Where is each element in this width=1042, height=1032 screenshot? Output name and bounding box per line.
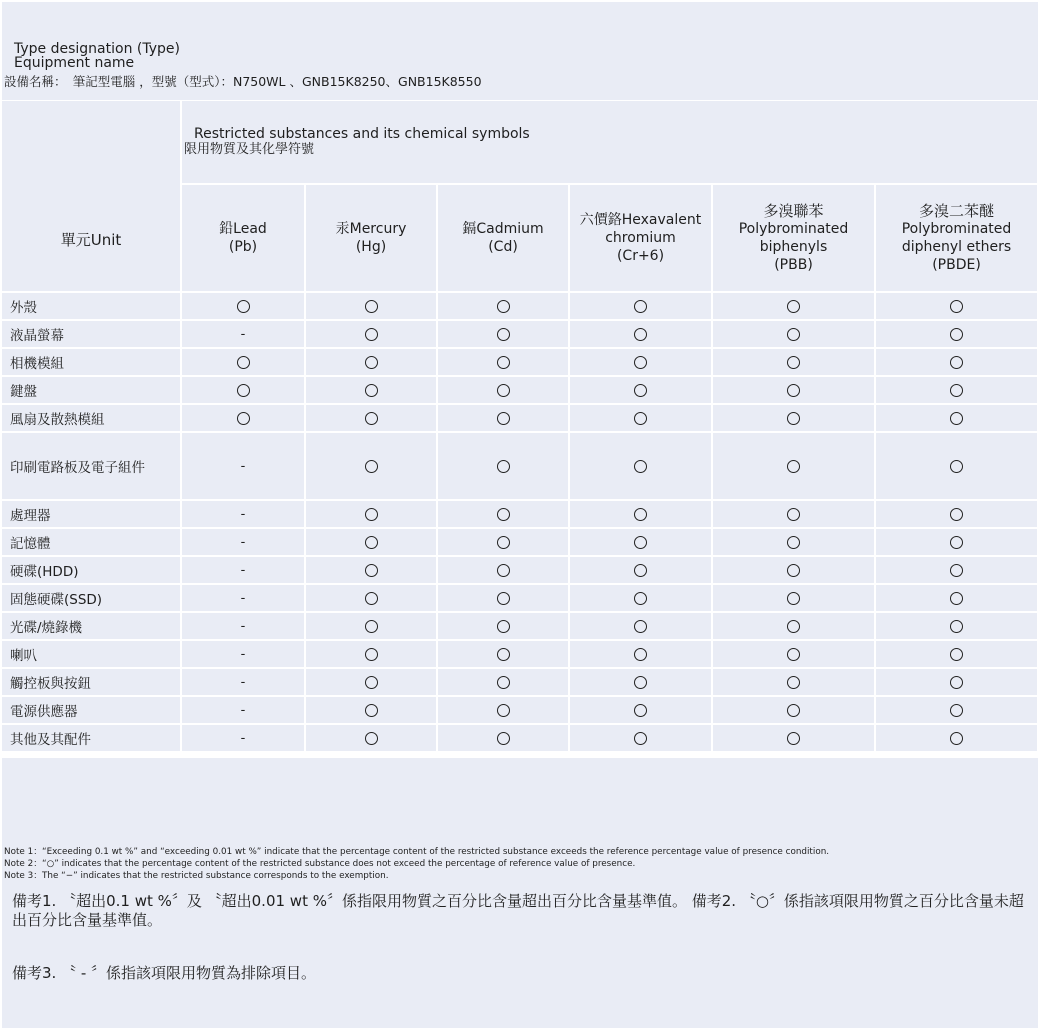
compliant-circle-icon (497, 732, 510, 745)
column-header-line: (Cd) (488, 239, 518, 255)
compliant-circle-cell (876, 321, 1037, 347)
exemption-dash-cell (182, 433, 304, 499)
column-header-line: (PBDE) (932, 257, 981, 273)
compliant-circle-icon (237, 356, 250, 369)
compliant-circle-icon (497, 564, 510, 577)
row-label: 外殼 (2, 293, 180, 319)
compliant-circle-cell (306, 669, 436, 695)
compliant-circle-icon (497, 536, 510, 549)
compliant-circle-cell (713, 377, 874, 403)
compliant-circle-icon (634, 536, 647, 549)
column-header-pbb (713, 185, 874, 291)
compliant-circle-cell (570, 641, 711, 667)
compliant-circle-icon (950, 592, 963, 605)
compliant-circle-icon (950, 676, 963, 689)
compliant-circle-icon (497, 508, 510, 521)
compliant-circle-cell (876, 641, 1037, 667)
row-label: 喇叭 (2, 641, 180, 667)
compliant-circle-icon (365, 648, 378, 661)
compliant-circle-cell (713, 349, 874, 375)
exemption-dash-cell (182, 669, 304, 695)
compliant-circle-icon (365, 328, 378, 341)
compliant-circle-cell (570, 377, 711, 403)
column-header-line: Polybrominated (738, 221, 849, 237)
row-label: 印刷電路板及電子組件 (2, 433, 180, 499)
exemption-dash-cell (182, 501, 304, 527)
compliant-circle-icon (950, 300, 963, 313)
compliant-circle-cell (876, 293, 1037, 319)
exemption-dash-cell (182, 529, 304, 555)
compliant-circle-cell (182, 349, 304, 375)
compliant-circle-cell (876, 377, 1037, 403)
compliant-circle-cell (570, 433, 711, 499)
compliant-circle-icon (237, 412, 250, 425)
compliant-circle-cell (876, 557, 1037, 583)
compliant-circle-icon (497, 620, 510, 633)
compliant-circle-icon (787, 508, 800, 521)
compliant-circle-icon (497, 412, 510, 425)
exemption-dash: - (240, 675, 246, 690)
compliant-circle-icon (634, 508, 647, 521)
table-row (2, 293, 1037, 319)
compliant-circle-icon (497, 460, 510, 473)
compliant-circle-cell (438, 697, 568, 723)
compliant-circle-icon (634, 592, 647, 605)
compliant-circle-icon (787, 384, 800, 397)
column-header-line: (Pb) (228, 239, 258, 255)
column-header-line: chromium (605, 230, 676, 246)
exemption-dash: - (240, 647, 246, 662)
compliant-circle-icon (365, 412, 378, 425)
compliant-circle-cell (713, 293, 874, 319)
compliant-circle-icon (950, 648, 963, 661)
column-header-line: biphenyls (759, 239, 828, 255)
compliant-circle-icon (497, 648, 510, 661)
compliant-circle-icon (365, 620, 378, 633)
compliant-circle-icon (787, 620, 800, 633)
compliant-circle-icon (787, 356, 800, 369)
row-label: 處理器 (2, 501, 180, 527)
compliant-circle-cell (570, 293, 711, 319)
compliant-circle-cell (713, 529, 874, 555)
compliant-circle-icon (634, 356, 647, 369)
compliant-circle-cell (306, 725, 436, 751)
compliant-circle-cell (713, 669, 874, 695)
row-label: 固態硬碟(SSD) (2, 585, 180, 611)
compliant-circle-cell (876, 669, 1037, 695)
compliant-circle-icon (950, 328, 963, 341)
table-row (2, 697, 1037, 723)
compliant-circle-cell (306, 377, 436, 403)
restricted-substances-en: Restricted substances and its chemical symbols (194, 126, 530, 142)
compliant-circle-cell (713, 405, 874, 431)
compliant-circle-cell (713, 725, 874, 751)
table-row (2, 641, 1037, 667)
compliant-circle-icon (365, 592, 378, 605)
compliant-circle-icon (787, 460, 800, 473)
column-header-lead (182, 185, 304, 291)
exemption-dash: - (240, 591, 246, 606)
compliant-circle-icon (365, 704, 378, 717)
table-row (2, 321, 1037, 347)
exemption-dash-cell (182, 725, 304, 751)
compliant-circle-icon (634, 620, 647, 633)
compliant-circle-icon (497, 384, 510, 397)
compliant-circle-icon (787, 300, 800, 313)
compliant-circle-icon (787, 412, 800, 425)
compliant-circle-cell (570, 697, 711, 723)
table-row (2, 377, 1037, 403)
table-row (2, 585, 1037, 611)
note-1: Note 1：“Exceeding 0.1 wt %” and “exceeding 0.01 wt %” indicate that the percentage content of the restricted substance exceeds the reference percentage value of presence condition. (4, 847, 830, 857)
remark-3: 備考3. 〝 - 〞係指該項限用物質為排除項目。 (12, 964, 317, 982)
compliant-circle-icon (787, 704, 800, 717)
compliant-circle-cell (876, 613, 1037, 639)
exemption-dash: - (240, 731, 246, 746)
table-row (2, 501, 1037, 527)
compliant-circle-cell (713, 697, 874, 723)
row-label: 硬碟(HDD) (2, 557, 180, 583)
compliant-circle-icon (497, 704, 510, 717)
compliant-circle-cell (713, 501, 874, 527)
compliant-circle-icon (365, 564, 378, 577)
compliant-circle-cell (438, 377, 568, 403)
compliant-circle-cell (570, 557, 711, 583)
compliant-circle-cell (306, 321, 436, 347)
compliant-circle-cell (306, 641, 436, 667)
row-label: 液晶螢幕 (2, 321, 180, 347)
compliant-circle-icon (634, 648, 647, 661)
compliant-circle-cell (570, 349, 711, 375)
note-2: Note 2：“○” indicates that the percentage content of the restricted substance does not exceed the percentage of reference value of presence. (4, 859, 636, 869)
exemption-dash-cell (182, 697, 304, 723)
column-header-line: diphenyl ethers (901, 239, 1012, 255)
exemption-dash: - (240, 563, 246, 578)
table-row (2, 405, 1037, 431)
compliant-circle-cell (438, 585, 568, 611)
compliant-circle-icon (497, 592, 510, 605)
compliant-circle-icon (365, 676, 378, 689)
compliant-circle-icon (497, 328, 510, 341)
table-row (2, 613, 1037, 639)
column-header-line: 六價鉻Hexavalent (579, 212, 702, 228)
compliant-circle-cell (876, 725, 1037, 751)
column-header-line: 多溴二苯醚 (919, 202, 995, 220)
compliant-circle-icon (497, 356, 510, 369)
compliant-circle-icon (950, 564, 963, 577)
compliant-circle-cell (570, 669, 711, 695)
exemption-dash-cell (182, 613, 304, 639)
column-header-line: 鉛Lead (219, 221, 267, 237)
column-header-cadmium (438, 185, 568, 291)
compliant-circle-cell (713, 433, 874, 499)
compliant-circle-icon (950, 412, 963, 425)
compliant-circle-cell (876, 501, 1037, 527)
table-row (2, 529, 1037, 555)
column-header-hexavalent-chromium (570, 185, 711, 291)
compliant-circle-cell (438, 529, 568, 555)
compliant-circle-cell (570, 529, 711, 555)
equipment-header (2, 2, 1038, 100)
compliant-circle-icon (950, 620, 963, 633)
type-designation-label: Type designation (Type) (14, 41, 180, 57)
compliant-circle-cell (438, 669, 568, 695)
exemption-dash: - (240, 703, 246, 718)
column-header-line: (PBB) (774, 257, 813, 273)
row-label: 光碟/燒錄機 (2, 613, 180, 639)
compliant-circle-cell (306, 293, 436, 319)
restricted-substances-table (0, 99, 1039, 753)
compliant-circle-icon (950, 536, 963, 549)
compliant-circle-cell (570, 585, 711, 611)
compliant-circle-cell (438, 641, 568, 667)
column-header-mercury (306, 185, 436, 291)
compliant-circle-icon (365, 536, 378, 549)
exemption-dash: - (240, 535, 246, 550)
compliant-circle-cell (182, 405, 304, 431)
column-header-line: 多溴聯苯 (763, 202, 824, 220)
compliant-circle-icon (950, 704, 963, 717)
exemption-dash-cell (182, 321, 304, 347)
compliant-circle-icon (634, 300, 647, 313)
compliant-circle-icon (634, 732, 647, 745)
compliant-circle-cell (570, 405, 711, 431)
compliant-circle-icon (497, 300, 510, 313)
exemption-dash: - (240, 327, 246, 342)
row-label: 風扇及散熱模組 (2, 405, 180, 431)
table-row (2, 557, 1037, 583)
compliant-circle-icon (787, 732, 800, 745)
compliant-circle-icon (365, 460, 378, 473)
compliant-circle-cell (438, 321, 568, 347)
compliant-circle-icon (787, 328, 800, 341)
table-body (2, 293, 1037, 751)
compliant-circle-icon (787, 648, 800, 661)
compliant-circle-cell (876, 585, 1037, 611)
exemption-dash: - (240, 459, 246, 474)
compliant-circle-cell (876, 405, 1037, 431)
compliant-circle-icon (365, 356, 378, 369)
compliant-circle-cell (713, 321, 874, 347)
compliant-circle-icon (634, 676, 647, 689)
compliant-circle-cell (438, 501, 568, 527)
compliant-circle-cell (306, 433, 436, 499)
remark-1-2: 備考1. 〝超出0.1 wt %〞及 〝超出0.01 wt %〞係指限用物質之百分比含量超出百分比含量基準值。 備考2. 〝○〞係指該項限用物質之百分比含量未超出百分比含量基準值。 (12, 892, 1024, 929)
row-label: 電源供應器 (2, 697, 180, 723)
row-label: 其他及其配件 (2, 725, 180, 751)
compliant-circle-cell (570, 501, 711, 527)
table-row (2, 433, 1037, 499)
column-header-pbde (876, 185, 1037, 291)
compliant-circle-cell (182, 293, 304, 319)
notes-section (2, 758, 1038, 1028)
compliant-circle-cell (306, 585, 436, 611)
column-header-line: (Hg) (355, 239, 387, 255)
compliant-circle-icon (365, 384, 378, 397)
compliant-circle-icon (497, 676, 510, 689)
table-row (2, 669, 1037, 695)
compliant-circle-icon (950, 460, 963, 473)
column-header-line: Polybrominated (901, 221, 1012, 237)
compliant-circle-cell (306, 557, 436, 583)
compliant-circle-icon (634, 460, 647, 473)
compliant-circle-cell (876, 697, 1037, 723)
compliant-circle-cell (713, 557, 874, 583)
compliant-circle-cell (306, 613, 436, 639)
column-header-line: 鎘Cadmium (462, 221, 544, 237)
exemption-dash-cell (182, 585, 304, 611)
compliant-circle-icon (365, 732, 378, 745)
row-label: 記憶體 (2, 529, 180, 555)
compliant-circle-cell (713, 613, 874, 639)
compliant-circle-icon (787, 536, 800, 549)
row-label: 鍵盤 (2, 377, 180, 403)
compliant-circle-cell (713, 585, 874, 611)
column-header-line: 汞Mercury (335, 221, 407, 237)
compliant-circle-cell (306, 697, 436, 723)
compliant-circle-cell (876, 349, 1037, 375)
compliant-circle-cell (876, 433, 1037, 499)
compliant-circle-icon (950, 356, 963, 369)
compliant-circle-icon (634, 564, 647, 577)
equipment-model-line: 設備名稱： 筆記型電腦 ，型號（型式）：N750WL 、GNB15K8250、GNB15K8550 (4, 74, 482, 89)
compliant-circle-icon (787, 676, 800, 689)
compliant-circle-icon (950, 732, 963, 745)
compliant-circle-icon (787, 564, 800, 577)
compliant-circle-cell (876, 529, 1037, 555)
compliant-circle-cell (438, 725, 568, 751)
restricted-substances-zh: 限用物質及其化學符號 (184, 142, 315, 157)
note-3: Note 3：The “−” indicates that the restricted substance corresponds to the exemption. (4, 871, 389, 881)
compliant-circle-icon (950, 384, 963, 397)
compliant-circle-cell (306, 405, 436, 431)
unit-header: 單元Unit (60, 230, 122, 249)
column-header-line: (Cr+6) (616, 248, 665, 264)
compliant-circle-cell (438, 405, 568, 431)
compliant-circle-icon (634, 704, 647, 717)
exemption-dash: - (240, 507, 246, 522)
compliant-circle-icon (634, 328, 647, 341)
compliant-circle-cell (570, 613, 711, 639)
compliant-circle-cell (182, 377, 304, 403)
compliant-circle-cell (306, 349, 436, 375)
compliant-circle-icon (634, 412, 647, 425)
compliant-circle-cell (438, 557, 568, 583)
exemption-dash-cell (182, 557, 304, 583)
compliant-circle-icon (950, 508, 963, 521)
compliant-circle-icon (365, 508, 378, 521)
compliant-circle-cell (306, 529, 436, 555)
compliant-circle-icon (787, 592, 800, 605)
compliant-circle-icon (365, 300, 378, 313)
compliant-circle-cell (570, 725, 711, 751)
compliant-circle-cell (438, 433, 568, 499)
compliant-circle-cell (713, 641, 874, 667)
equipment-name-label: Equipment name (14, 55, 135, 71)
restricted-substances-header (182, 101, 1037, 183)
row-label: 相機模組 (2, 349, 180, 375)
compliant-circle-cell (570, 321, 711, 347)
compliant-circle-icon (237, 300, 250, 313)
table-row (2, 725, 1037, 751)
table-row (2, 349, 1037, 375)
compliant-circle-icon (237, 384, 250, 397)
row-label: 觸控板與按鈕 (2, 669, 180, 695)
compliant-circle-icon (634, 384, 647, 397)
compliant-circle-cell (438, 613, 568, 639)
unit-header-cell (2, 101, 180, 291)
compliant-circle-cell (438, 293, 568, 319)
compliant-circle-cell (438, 349, 568, 375)
exemption-dash: - (240, 619, 246, 634)
compliant-circle-cell (306, 501, 436, 527)
exemption-dash-cell (182, 641, 304, 667)
